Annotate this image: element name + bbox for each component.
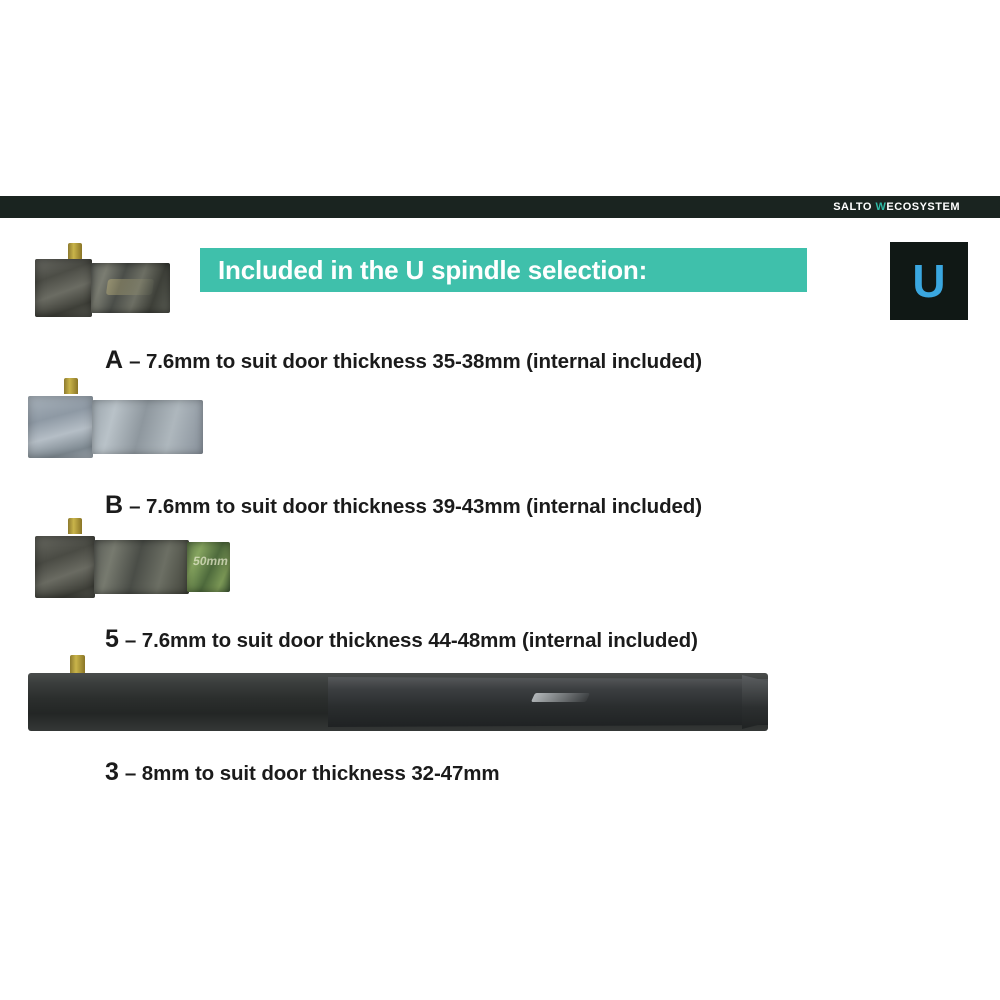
spindle-3-highlight	[531, 693, 590, 702]
spindle-3-image	[28, 655, 768, 750]
caption-item-3	[105, 758, 500, 787]
spindle-5-block-left	[35, 536, 95, 598]
u-badge-letter: U	[912, 255, 946, 307]
item-a-tag: A	[105, 346, 124, 374]
brand-accent-letter: W	[875, 201, 887, 213]
spindle-5-pin	[68, 518, 82, 534]
heading-banner	[200, 248, 807, 292]
spindle-b-image	[28, 378, 203, 458]
brand-bar	[0, 196, 1000, 218]
spindle-a-pin	[68, 243, 82, 259]
spindle-3-pin	[70, 655, 85, 673]
spindle-3-tip	[742, 675, 768, 729]
item-a-description: – 7.6mm to suit door thickness 35-38mm (internal included)	[129, 350, 702, 373]
item-3-tag: 3	[105, 758, 119, 786]
spindle-a-block-left	[35, 259, 92, 317]
caption-item-a	[105, 346, 702, 375]
spindle-a-etch-mark	[106, 279, 154, 295]
spindle-5-image	[35, 518, 230, 598]
item-5-tag: 5	[105, 625, 119, 653]
spindle-a-image	[35, 243, 170, 319]
spindle-5-etch-label: 50mm	[192, 554, 230, 568]
item-3-description: – 8mm to suit door thickness 32-47mm	[124, 762, 500, 785]
spindle-b-block-left	[28, 396, 93, 458]
brand-suffix: ECOSYSTEM	[886, 201, 960, 213]
item-b-description: – 7.6mm to suit door thickness 39-43mm (internal included)	[129, 495, 702, 518]
item-b-tag: B	[105, 491, 124, 519]
caption-item-b	[105, 491, 702, 520]
page-title: Included in the U spindle selection:	[218, 254, 648, 285]
brand-prefix: SALTO	[833, 201, 876, 213]
u-spindle-badge	[890, 242, 968, 320]
spindle-b-pin	[64, 378, 78, 394]
caption-item-5	[105, 625, 698, 654]
brand-wordmark	[833, 201, 960, 213]
spindle-5-block-middle	[94, 540, 189, 594]
spindle-b-block-right	[92, 400, 203, 454]
spindle-3-facet	[328, 677, 768, 727]
item-5-description: – 7.6mm to suit door thickness 44-48mm (internal included)	[124, 629, 698, 652]
